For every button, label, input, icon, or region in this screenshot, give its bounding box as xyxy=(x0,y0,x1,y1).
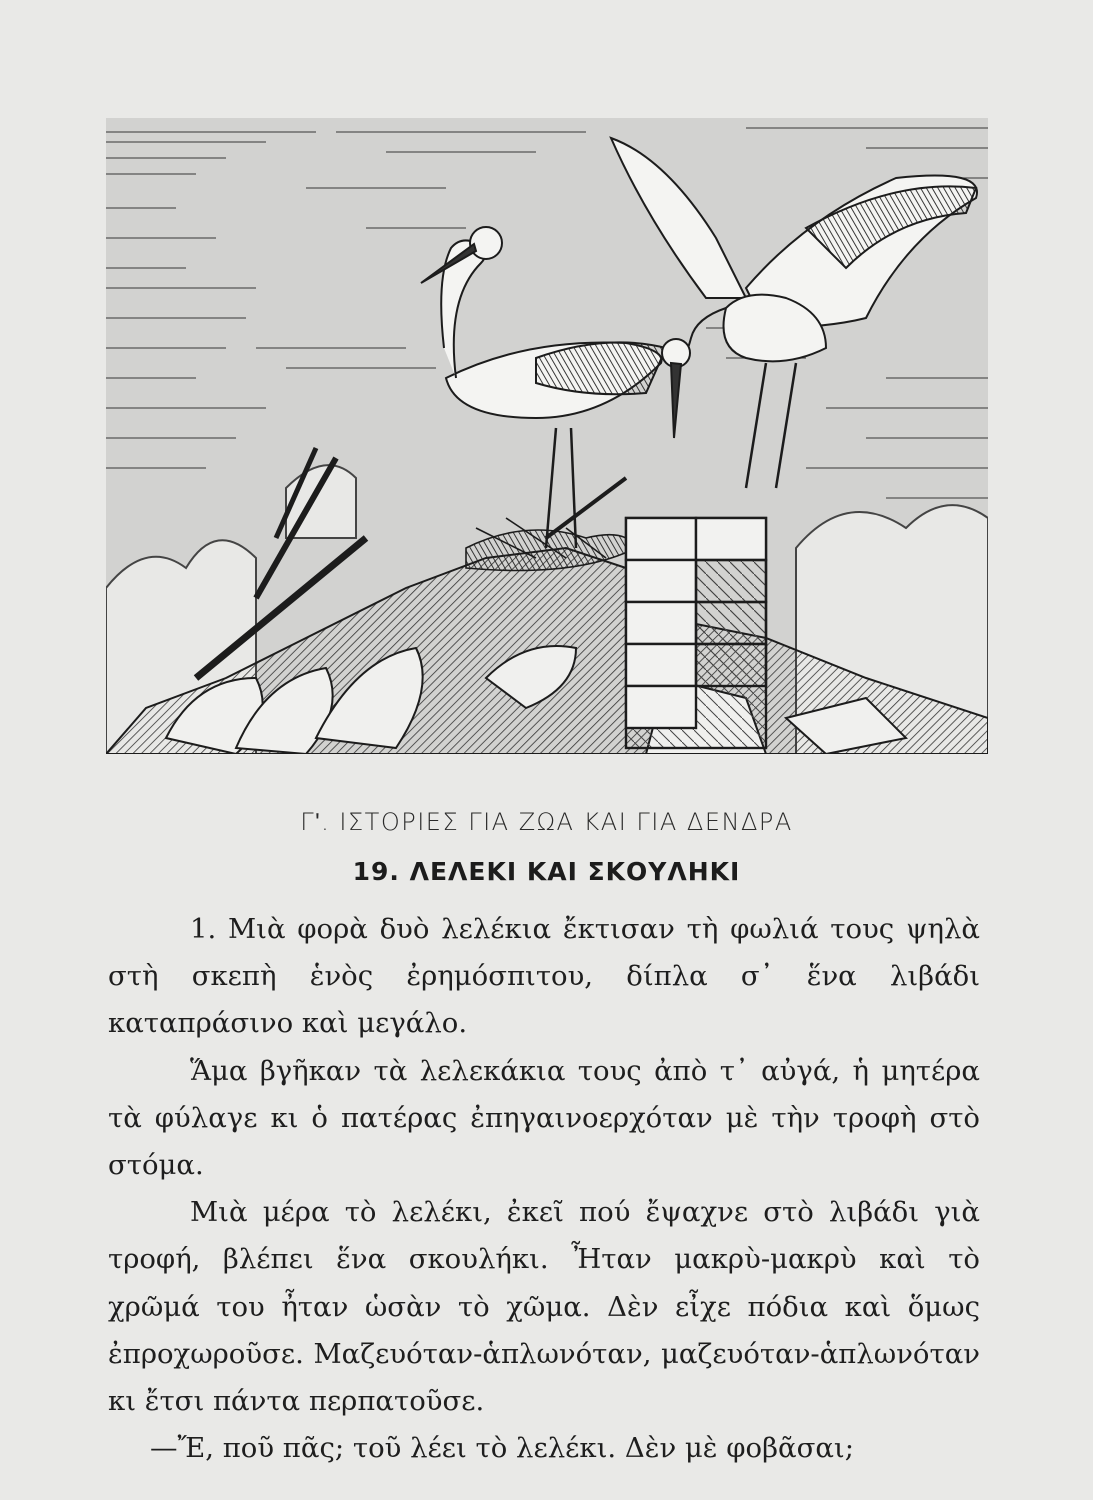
story-title: 19. ΛΕΛΕΚΙ ΚΑΙ ΣΚΟΥΛΗΚΙ xyxy=(352,857,741,886)
section-title: Γʹ. ΙΣΤΟΡΙΕΣ ΓΙΑ ΖΩΑ ΚΑΙ ΓΙΑ ΔΕΝΔΡΑ xyxy=(300,808,793,836)
standing-stork xyxy=(421,227,666,548)
paragraph-2: Ἅμα βγῆκαν τὰ λελεκάκια τους ἀπὸ τ᾽ αὐγά, ἡ μητέρα τὰ φύλαγε κι ὁ πατέρας ἐπηγαινοερχόταν μὲ τὴν τροφὴ στὸ στόμα. xyxy=(108,1054,980,1182)
paragraph-1: 1. Μιὰ φορὰ δυὸ λελέκια ἔκτισαν τὴ φωλιά τους ψηλὰ στὴ σκεπὴ ἑνὸς ἐρημόσπιτου, δίπλα σ᾽ ἕνα λιβάδι καταπράσινο καὶ μεγάλο. xyxy=(108,913,980,1040)
stork-nest-illustration xyxy=(106,118,988,754)
chimney xyxy=(626,518,766,748)
paragraph-3: Μιὰ μέρα τὸ λελέκι, ἐκεῖ πού ἔψαχνε στὸ λιβάδι γιὰ τροφή, βλέπει ἕνα σκουλήκι. Ἦταν μακρὺ-μακρὺ καὶ τὸ χρῶμά του ἦταν ὡσὰν τὸ χῶμα. Δὲν εἶχε πόδια καὶ ὅμως ἐπροχωροῦσε. Μαζευόταν-ἁπλωνόταν, μαζευόταν-ἁπλωνόταν κι ἔτσι πάντα περπατοῦσε. xyxy=(108,1196,980,1418)
paragraph-4-dialogue: —Ἔ, ποῦ πᾶς; τοῦ λέει τὸ λελέκι. Δὲν μὲ φοβᾶσαι; xyxy=(150,1432,854,1465)
story-text xyxy=(108,906,980,1472)
flying-stork xyxy=(611,138,977,488)
